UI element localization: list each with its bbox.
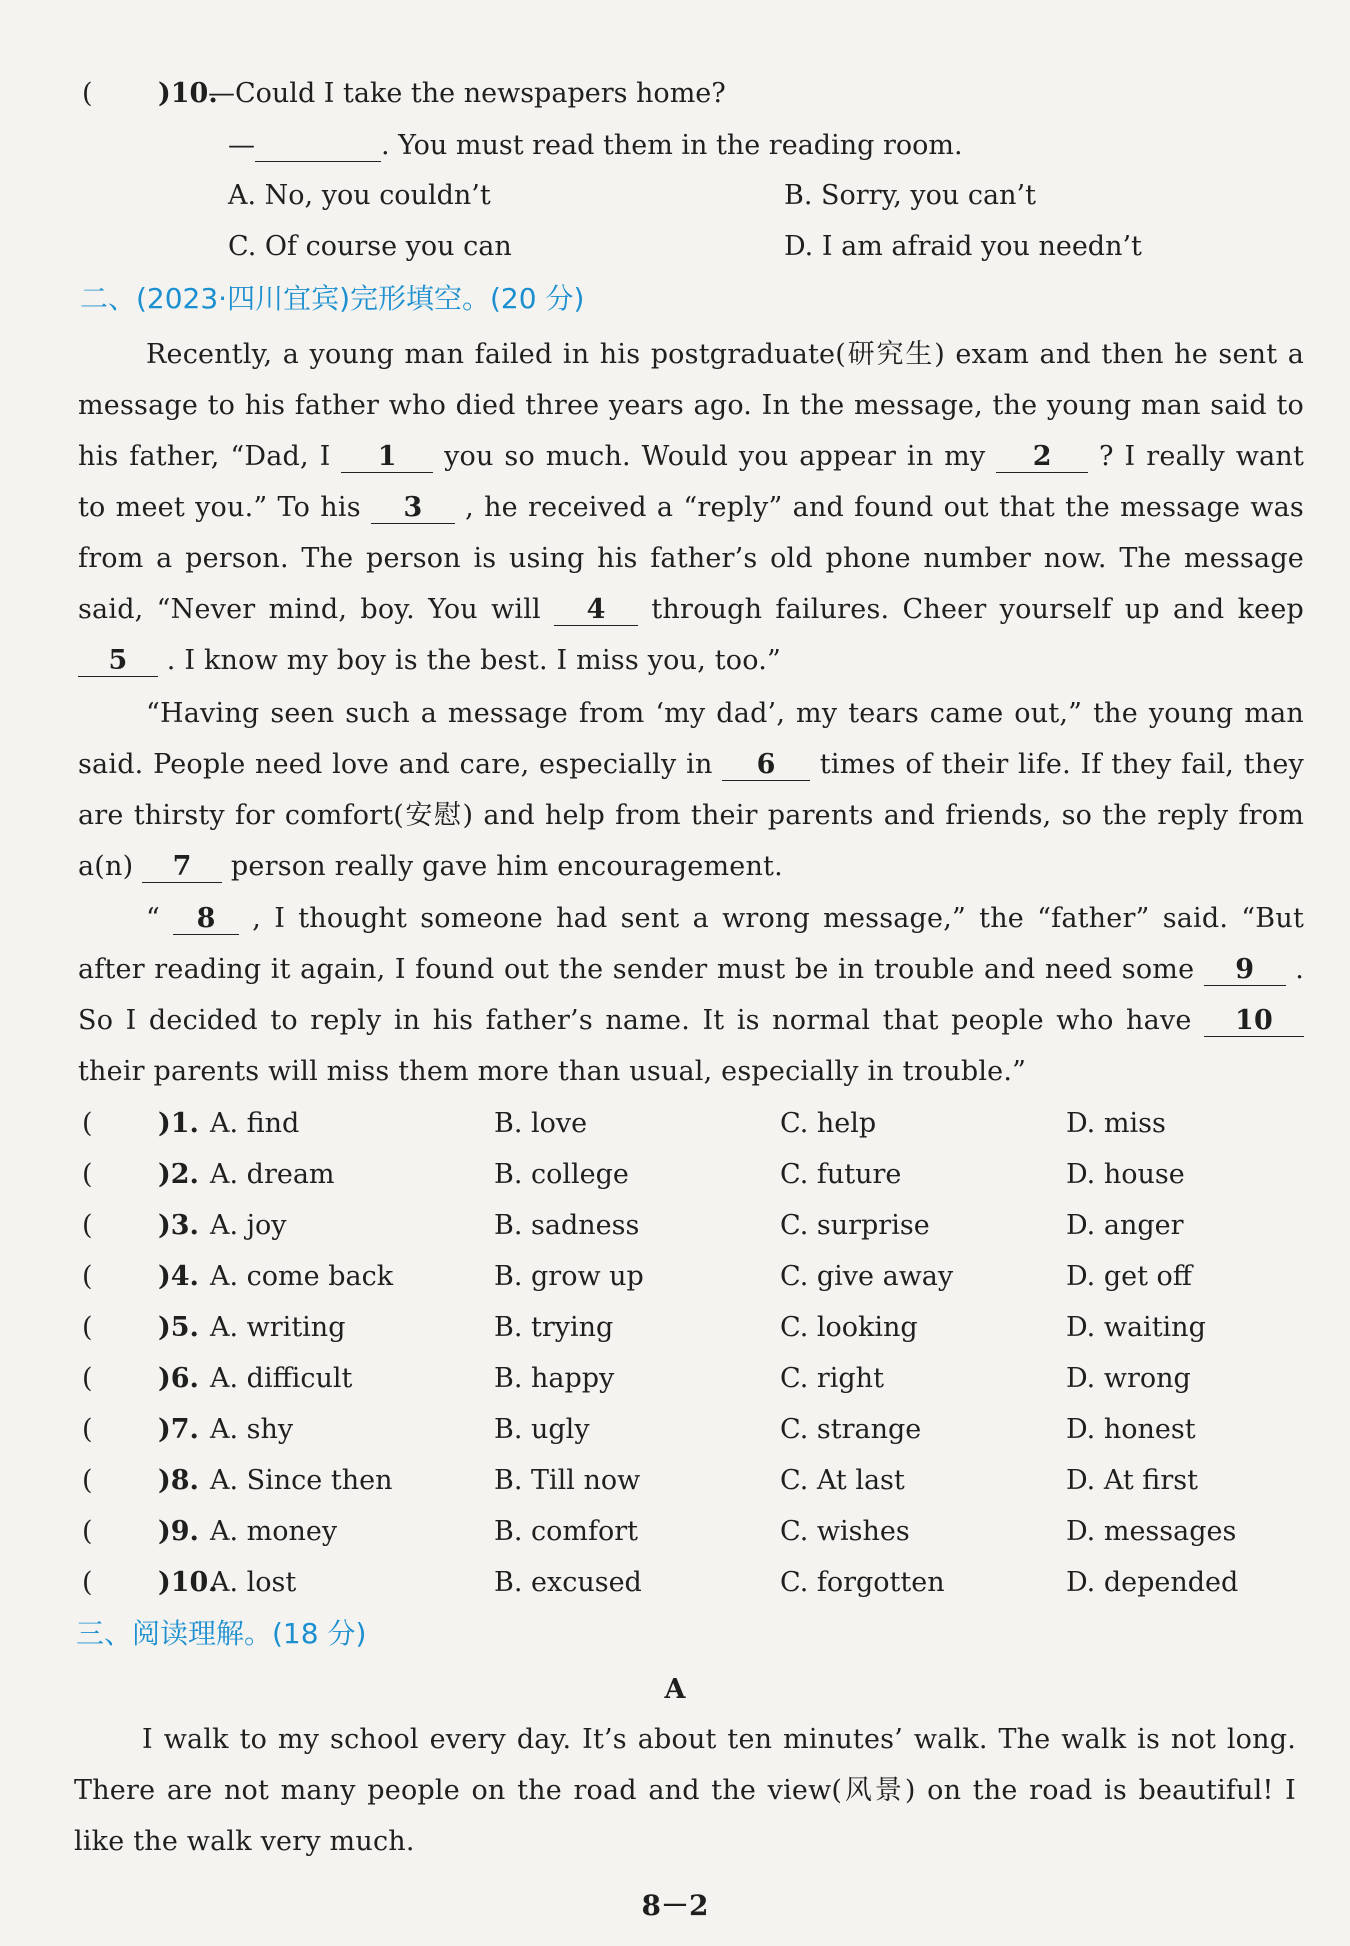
blank-7: 7 — [142, 852, 222, 883]
passage-text: , I thought someone had sent a wrong message,” the “father” said. “But after reading it again, I found out the sender must be in trouble and need some — [78, 903, 1304, 985]
question-number: )9. — [158, 1516, 199, 1547]
reply-line — [228, 131, 963, 162]
option-d: D. anger — [1066, 1210, 1184, 1241]
question-text: —Could I take the newspapers home? — [208, 78, 726, 109]
option-c: C. strange — [780, 1414, 922, 1445]
question-number: )1. — [158, 1108, 199, 1139]
option-c: C. future — [780, 1159, 902, 1190]
option-b: B. Till now — [494, 1465, 641, 1496]
option-d: D. depended — [1066, 1567, 1239, 1598]
question-number: )10. — [158, 1567, 218, 1598]
option-d: D. honest — [1066, 1414, 1196, 1445]
answer-paren-open: ( — [82, 1159, 93, 1190]
answer-paren-open: ( — [82, 1414, 93, 1445]
passage-text: through failures. Cheer yourself up and keep — [638, 594, 1304, 625]
blank-6: 6 — [722, 750, 810, 781]
option-a: A. joy — [210, 1210, 287, 1241]
cloze-paragraph-2 — [78, 688, 1304, 892]
option-a: A. No, you couldn’t — [228, 180, 491, 211]
option-c: C. wishes — [780, 1516, 910, 1547]
reply-blank — [255, 131, 381, 162]
option-c: C. At last — [780, 1465, 905, 1496]
option-a: A. lost — [210, 1567, 297, 1598]
option-d: D. At first — [1066, 1465, 1198, 1496]
option-c: C. forgotten — [780, 1567, 945, 1598]
option-c: C. help — [780, 1108, 877, 1139]
option-b: B. Sorry, you can’t — [784, 180, 1036, 211]
option-b: B. excused — [494, 1567, 642, 1598]
option-row — [78, 1569, 1318, 1609]
passage-text: their parents will miss them more than usual, especially in trouble.” — [78, 1056, 1027, 1087]
option-c: C. looking — [780, 1312, 918, 1343]
question-number: )3. — [158, 1210, 199, 1241]
passage-text: . So I decided to reply in his father’s name. It is normal that people who have — [78, 954, 1304, 1036]
option-row — [78, 1110, 1318, 1150]
option-d: D. I am afraid you needn’t — [784, 231, 1142, 262]
blank-3: 3 — [371, 493, 455, 524]
blank-8: 8 — [173, 904, 239, 935]
option-row — [78, 1518, 1318, 1558]
blank-9: 9 — [1204, 955, 1286, 986]
answer-paren-open: ( — [82, 1261, 93, 1292]
answer-paren-open: ( — [82, 1567, 93, 1598]
option-d: D. get off — [1066, 1261, 1192, 1292]
passage-text: I walk to my school every day. It’s about ten minutes’ walk. The walk is not long. There are not many people on the road and the view(风景) on the road is beautiful! I like the walk very much. — [74, 1724, 1296, 1857]
option-a: A. difficult — [210, 1363, 353, 1394]
passage-title: A — [664, 1674, 686, 1705]
passage-text: “Having seen such a message from ‘my dad’, my tears came out,” the young man said. People need love and care, especially in — [78, 698, 1304, 780]
option-b: B. comfort — [494, 1516, 638, 1547]
question-number: )7. — [158, 1414, 199, 1445]
answer-paren-open: ( — [82, 1465, 93, 1496]
option-b: B. love — [494, 1108, 588, 1139]
blank-1: 1 — [341, 442, 433, 473]
passage-text: you so much. Would you appear in my — [433, 441, 997, 472]
reply-dash: — — [228, 130, 255, 161]
option-a: A. money — [210, 1516, 338, 1547]
cloze-paragraph-1 — [78, 329, 1304, 686]
option-row — [78, 1263, 1318, 1303]
page-number: 8－2 — [641, 1889, 709, 1922]
option-d: D. waiting — [1066, 1312, 1206, 1343]
question-number: )8. — [158, 1465, 199, 1496]
reading-paragraph-1 — [74, 1714, 1296, 1867]
option-c: C. right — [780, 1363, 884, 1394]
question-number: )10. — [158, 78, 218, 109]
option-row — [78, 1416, 1318, 1456]
option-row — [78, 1365, 1318, 1405]
option-b: B. sadness — [494, 1210, 640, 1241]
answer-paren-open: ( — [82, 1108, 93, 1139]
passage-text: ? I really want to meet you.” To his — [78, 441, 1304, 523]
passage-text: . I know my boy is the best. I miss you, too.” — [158, 645, 782, 676]
option-a: A. writing — [210, 1312, 346, 1343]
option-b: B. grow up — [494, 1261, 644, 1292]
answer-paren-open: ( — [82, 1363, 93, 1394]
option-d: D. messages — [1066, 1516, 1237, 1547]
question-number: )2. — [158, 1159, 199, 1190]
option-c: C. give away — [780, 1261, 954, 1292]
option-row — [78, 1161, 1318, 1201]
option-b: B. happy — [494, 1363, 615, 1394]
answer-paren-open: ( — [82, 1312, 93, 1343]
answer-paren-open: ( — [82, 78, 93, 109]
cloze-paragraph-3 — [78, 893, 1304, 1097]
question-number: )4. — [158, 1261, 199, 1292]
option-d: D. wrong — [1066, 1363, 1191, 1394]
option-a: A. Since then — [210, 1465, 393, 1496]
passage-text: person really gave him encouragement. — [222, 851, 783, 882]
option-row — [78, 1212, 1318, 1252]
section-heading-reading: 三、阅读理解。(18 分) — [76, 1617, 367, 1650]
option-a: A. shy — [210, 1414, 294, 1445]
answer-paren-open: ( — [82, 1210, 93, 1241]
question-number: )6. — [158, 1363, 199, 1394]
passage-text: Recently, a young man failed in his postgraduate(研究生) exam and then he sent a message to his father who died three years ago. In the message, the young man said to his father, “Dad, I — [78, 339, 1304, 472]
question-number: )5. — [158, 1312, 199, 1343]
blank-5: 5 — [78, 646, 158, 677]
answer-paren-open: ( — [82, 1516, 93, 1547]
passage-text: , he received a “reply” and found out that the message was from a person. The person is using his father’s old phone number now. The message said, “Never mind, boy. You will — [78, 492, 1304, 625]
blank-2: 2 — [996, 442, 1088, 473]
option-b: B. college — [494, 1159, 629, 1190]
option-c: C. Of course you can — [228, 231, 512, 262]
section-heading-cloze: 二、(2023·四川宜宾)完形填空。(20 分) — [80, 282, 585, 315]
option-row — [78, 1314, 1318, 1354]
option-a: A. find — [210, 1108, 300, 1139]
blank-4: 4 — [554, 595, 638, 626]
passage-text: “ — [146, 903, 174, 934]
option-c: C. surprise — [780, 1210, 930, 1241]
option-a: A. dream — [210, 1159, 335, 1190]
blank-10: 10 — [1204, 1006, 1304, 1037]
option-a: A. come back — [210, 1261, 394, 1292]
option-row — [78, 1467, 1318, 1507]
option-b: B. trying — [494, 1312, 614, 1343]
passage-text: times of their life. If they fail, they are thirsty for comfort(安慰) and help from their parents and friends, so the reply from a(n) — [78, 749, 1304, 882]
reply-text: . You must read them in the reading room. — [381, 130, 963, 161]
option-d: D. house — [1066, 1159, 1185, 1190]
option-d: D. miss — [1066, 1108, 1166, 1139]
option-b: B. ugly — [494, 1414, 590, 1445]
